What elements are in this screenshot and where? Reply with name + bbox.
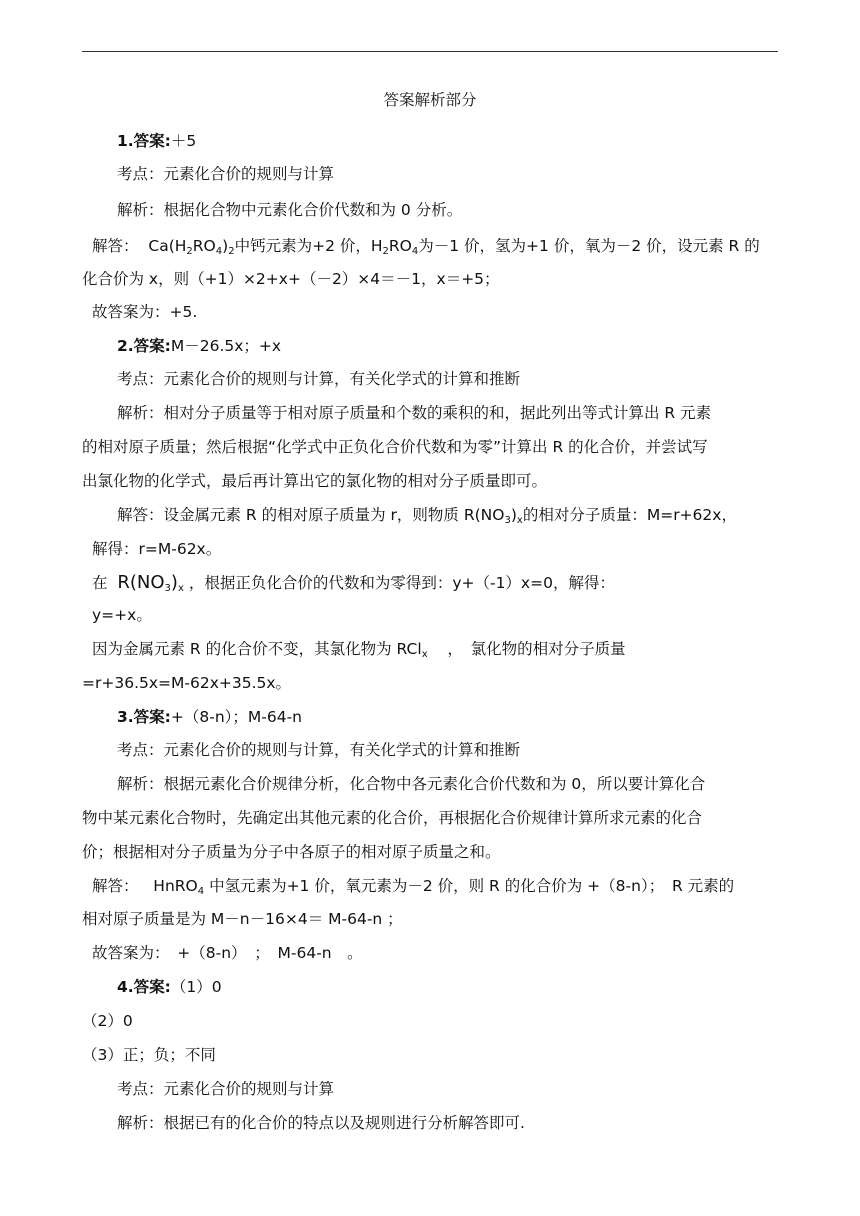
- q2-solution-line-1: [117, 504, 737, 526]
- q1-answer-line: [117, 130, 196, 152]
- subscript: x: [516, 515, 523, 526]
- subscript: x: [177, 583, 184, 594]
- q4-point: 考点：元素化合价的规则与计算: [117, 1080, 335, 1098]
- q2-solution-line-2: 解得：r=M-62x。: [92, 540, 222, 558]
- q2-solution-text: 因为金属元素 R 的化合价不变，其氯化物为 RCl: [92, 640, 422, 658]
- q1-formula-part: Ca(H: [148, 237, 187, 255]
- q2-formula-part: ): [510, 506, 517, 524]
- q2-analysis-2: 的相对原子质量；然后根据“化学式中正负化合价代数和为零”计算出 R 的化合价，并尝试写: [82, 438, 708, 456]
- q2-formula-part: R(NO: [117, 572, 165, 593]
- page-title: 答案解析部分: [383, 91, 477, 109]
- q2-solution-line-5: [92, 638, 626, 660]
- q3-solution-text: 中氢元素为+1 价，氧元素为－2 价，则 R 的化合价为 +（8-n）； R 元素的: [209, 877, 735, 895]
- subscript: 2: [186, 246, 193, 257]
- q3-analysis-2: 物中某元素化合物时，先确定出其他元素的化合价，再根据化合价规律计算所求元素的化合: [82, 809, 703, 827]
- q3-answer: +（8-n）；M-64-n: [170, 708, 302, 726]
- q1-final: 故答案为：+5.: [92, 303, 198, 321]
- q2-answer-line: [117, 335, 281, 357]
- subscript: 4: [411, 246, 419, 257]
- subscript: 3: [504, 515, 511, 526]
- subscript: 3: [164, 583, 171, 594]
- q2-solution-text: 解答：设金属元素 R 的相对原子质量为 r，则物质 R(NO: [117, 506, 505, 524]
- q4-analysis: 解析：根据已有的化合价的特点以及规则进行分析解答即可.: [117, 1114, 525, 1132]
- q2-point: 考点：元素化合价的规则与计算，有关化学式的计算和推断: [117, 370, 521, 388]
- q1-formula-part: RO: [388, 237, 412, 255]
- q2-solution-text: 的相对分子质量：M=r+62x，: [522, 506, 737, 524]
- q3-answer-line: [117, 706, 302, 728]
- q1-formula-part: RO: [192, 237, 216, 255]
- q1-solution-text: 中钙元素为+2 价，H: [234, 237, 383, 255]
- q4-label: 4.答案:: [117, 978, 171, 996]
- q2-formula-part: ): [170, 572, 178, 593]
- q3-solution-line-2: 相对原子质量是为 M－n－16×4＝ M-64-n ；: [82, 910, 403, 928]
- q2-solution-line-3: [92, 572, 615, 594]
- subscript: 4: [215, 246, 223, 257]
- q2-solution-text: ，根据正负化合价的代数和为零得到：y+（-1）x=0，解得：: [188, 574, 615, 592]
- q3-formula-part: HnRO: [153, 877, 198, 895]
- q1-solution-text: 为－1 价，氢为+1 价，氧为－2 价，设元素 R 的: [418, 237, 760, 255]
- header-rule: [82, 51, 778, 52]
- q3-analysis-3: 价；根据相对分子质量为分子中各原子的相对原子质量之和。: [82, 843, 501, 861]
- q4-answer: （1）0: [170, 978, 222, 996]
- q1-solution-line-1: [92, 235, 778, 257]
- q1-answer: ＋5: [170, 132, 197, 150]
- subscript: 4: [197, 886, 205, 897]
- q1-solution-line-2: 化合价为 x，则（+1）×2+x+（－2）×4＝－1，x＝+5；: [82, 270, 500, 288]
- q3-analysis-1: 解析：根据元素化合价规律分析，化合物中各元素化合价代数和为 0，所以要计算化合: [117, 775, 706, 793]
- q3-point: 考点：元素化合价的规则与计算，有关化学式的计算和推断: [117, 741, 521, 759]
- q1-analysis: 解析：根据化合物中元素化合价代数和为 0 分析。: [117, 201, 463, 219]
- q1-formula-part: ): [222, 237, 229, 255]
- q4-answer-2: （2）0: [82, 1012, 133, 1030]
- q3-final: 故答案为： +（8-n） ； M-64-n 。: [92, 944, 363, 962]
- q2-solution-line-4: y=+x。: [92, 606, 152, 624]
- q3-label: 3.答案:: [117, 708, 171, 726]
- q2-label: 2.答案:: [117, 337, 171, 355]
- q2-solution-line-6: =r+36.5x=M-62x+35.5x。: [82, 674, 292, 692]
- q2-answer: M－26.5x；+x: [170, 337, 282, 355]
- q1-solution-label: 解答：: [92, 237, 139, 255]
- q2-analysis-3: 出氯化物的化学式，最后再计算出它的氯化物的相对分子质量即可。: [82, 472, 548, 490]
- subscript: 2: [382, 246, 389, 257]
- q3-solution-label: 解答：: [92, 877, 139, 895]
- q4-answer-3: （3）正；负；不同: [82, 1046, 216, 1064]
- q2-solution-text: ， 氯化物的相对分子质量: [447, 640, 626, 658]
- q2-solution-text: 在: [92, 574, 108, 592]
- q1-point: 考点：元素化合价的规则与计算: [117, 165, 335, 183]
- subscript: 2: [228, 246, 235, 257]
- q4-answer-line: [117, 976, 222, 998]
- q3-solution-line-1: [92, 875, 734, 897]
- subscript: x: [421, 649, 428, 660]
- q2-analysis-1: 解析：相对分子质量等于相对原子质量和个数的乘积的和，据此列出等式计算出 R 元素: [117, 404, 712, 422]
- q1-label: 1.答案:: [117, 132, 171, 150]
